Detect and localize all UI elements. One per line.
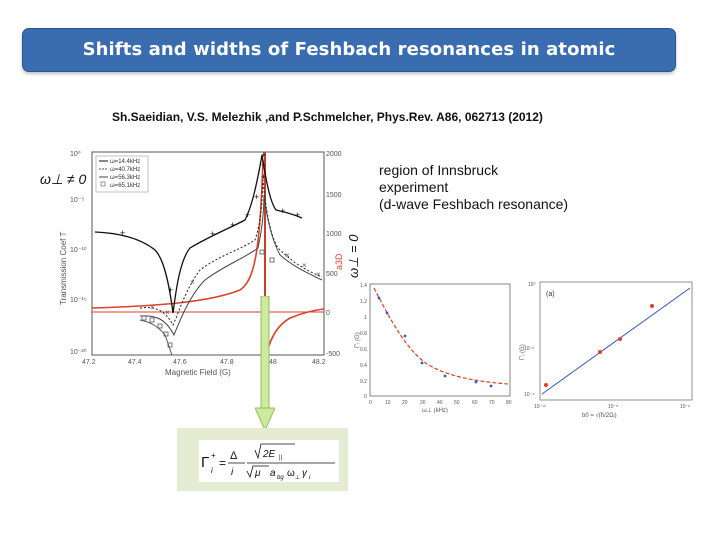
svg-text:2E: 2E (263, 449, 276, 460)
svg-text:bg: bg (277, 475, 284, 481)
x-tick-label: 60 (472, 400, 478, 406)
width-formula (199, 440, 339, 482)
x-axis-label: ω⊥ (kHz) (422, 408, 448, 413)
citation: Sh.Saeidian, V.S. Melezhik ,and P.Schmelcher, Phys.Rev. A86, 062713 (2012) (112, 110, 543, 124)
plus-marker: + (230, 220, 236, 230)
y2-tick-label: 1000 (326, 231, 342, 238)
svg-text:i: i (231, 467, 234, 478)
y-tick-label: 0.4 (360, 363, 367, 369)
plus-marker: + (254, 192, 260, 202)
plus-marker: + (168, 285, 174, 295)
note-line-3: (d-wave Feshbach resonance) (379, 196, 569, 212)
y-tick-label: 0.8 (360, 331, 367, 337)
x-axis-label: b0 = √(ħ/2Ωⱼ) (582, 413, 617, 418)
x-tick-label: 10 (385, 400, 391, 406)
plus-marker: + (261, 150, 267, 160)
square-marker (260, 250, 264, 254)
data-point (444, 375, 447, 378)
x-tick-label: 48.2 (312, 359, 326, 366)
data-point (618, 337, 622, 341)
legend-item: ω=14.4kHz (110, 159, 141, 165)
plus-marker: + (261, 160, 267, 170)
y-tick-label: 1.2 (360, 299, 367, 305)
fit-curve (374, 288, 508, 384)
side-label-top: ω⊥ ≠ 0 (40, 171, 87, 187)
y-axis-label: Γ'ᵢ (G) (520, 344, 526, 360)
x-tick-label: 0 (369, 400, 372, 406)
y-tick-label: 10⁰ (70, 151, 81, 158)
title-banner (22, 28, 676, 102)
y-tick-label: 10⁻¹⁵ (70, 297, 87, 304)
y2-axis-label: a3D (334, 253, 344, 270)
y2-tick-label: -500 (326, 351, 341, 358)
y-tick-label: 10⁻²⁰ (70, 349, 87, 356)
note-line-2: experiment (379, 179, 449, 195)
data-point (404, 335, 407, 338)
y-tick-label: 1 (364, 315, 367, 321)
main-plot (40, 140, 370, 380)
y2-tick-label: 2000 (326, 151, 342, 158)
side-label-right: ω⊥ = 0 (346, 234, 361, 278)
data-point (598, 350, 602, 354)
plus-marker: + (120, 228, 126, 238)
square-marker (150, 318, 154, 322)
legend (96, 156, 148, 192)
svg-text:=: = (219, 456, 227, 470)
x-marker: × (150, 303, 155, 312)
data-point (421, 362, 424, 365)
data-point (544, 383, 548, 387)
y2-tick-label: 500 (326, 271, 338, 278)
data-point (490, 385, 493, 388)
plus-marker: + (261, 172, 267, 182)
x-tick-label: 48 (269, 359, 277, 366)
data-point (386, 312, 389, 315)
y-axis-label: Transmission Coef T (59, 231, 68, 305)
x-tick-label: 30 (420, 400, 426, 406)
data-point (650, 304, 654, 308)
y-tick-label: 10⁰ (528, 282, 536, 288)
plus-marker: + (210, 229, 216, 239)
svg-text:γ: γ (302, 468, 307, 479)
legend-item: ω=65.1kHz (110, 183, 141, 189)
svg-text:ω: ω (287, 468, 295, 479)
x-tick-label: 10⁻⁶ (680, 404, 691, 410)
x-tick-label: 80 (506, 400, 512, 406)
plus-marker: + (245, 210, 251, 220)
svg-text:||: || (279, 455, 283, 461)
y-tick-label: 0 (364, 394, 367, 400)
y-tick-label: 10⁻⁴ (524, 392, 535, 398)
slide-title: Shifts and widths of Feshbach resonances in atomic waveguides (82, 39, 616, 102)
square-marker (142, 316, 146, 320)
x-tick-label: 47.6 (173, 359, 187, 366)
x-marker: × (285, 251, 290, 260)
y-tick-label: 0.2 (360, 379, 367, 385)
note-line-1: region of Innsbruck (379, 162, 499, 178)
x-tick-label: 47.8 (220, 359, 234, 366)
y-tick-label: 10⁻¹⁰ (70, 247, 87, 254)
x-tick-label: 20 (402, 400, 408, 406)
svg-text:⊥: ⊥ (295, 475, 301, 481)
x-tick-label: 40 (437, 400, 443, 406)
y-axis-label: Γ'ᵢ (G) (355, 332, 361, 348)
square-marker (270, 258, 274, 262)
x-tick-label: 47.4 (128, 359, 142, 366)
x-tick-label: 10⁻¹² (534, 404, 546, 410)
svg-text:+: + (211, 451, 216, 460)
x-tick-label: 70 (489, 400, 495, 406)
x-marker: × (316, 270, 321, 279)
panel-label: (a) (546, 291, 555, 298)
width-vs-frequency-plot (352, 278, 522, 413)
x-marker: × (302, 261, 307, 270)
width-vs-length-plot (512, 278, 702, 418)
y2-tick-label: 1500 (326, 192, 342, 199)
formula-panel (199, 440, 339, 482)
x-tick-label: 47.2 (82, 359, 96, 366)
x-marker: × (165, 308, 170, 317)
fit-line (542, 288, 690, 394)
y-tick-label: 10⁻² (524, 346, 534, 352)
legend-item: ω=40.7kHz (110, 167, 141, 173)
y-tick-label: 1.4 (360, 283, 367, 289)
x-axis-label: Magnetic Field (G) (165, 368, 231, 377)
y2-tick-label: 0 (326, 310, 330, 317)
data-point (475, 381, 478, 384)
plus-marker: + (295, 210, 301, 220)
y-tick-label: 0.6 (360, 347, 367, 353)
svg-text:μ: μ (255, 468, 261, 479)
region-note (379, 162, 568, 213)
svg-text:i: i (211, 466, 213, 475)
svg-text:a: a (270, 468, 276, 479)
y-tick-label: 10⁻⁵ (70, 197, 85, 204)
x-tick-label: 10⁻⁸ (608, 404, 619, 410)
square-marker (158, 324, 162, 328)
svg-text:Γ: Γ (201, 454, 210, 471)
plus-marker: + (280, 206, 286, 216)
x-tick-label: 50 (454, 400, 460, 406)
x-marker: × (190, 278, 195, 287)
data-point (378, 297, 381, 300)
svg-text:i: i (309, 475, 311, 481)
legend-item: ω=56.3kHz (110, 175, 141, 181)
a3d-curve-right (267, 309, 324, 353)
arrow-to-formula (255, 296, 275, 434)
svg-text:Δ: Δ (230, 450, 238, 462)
